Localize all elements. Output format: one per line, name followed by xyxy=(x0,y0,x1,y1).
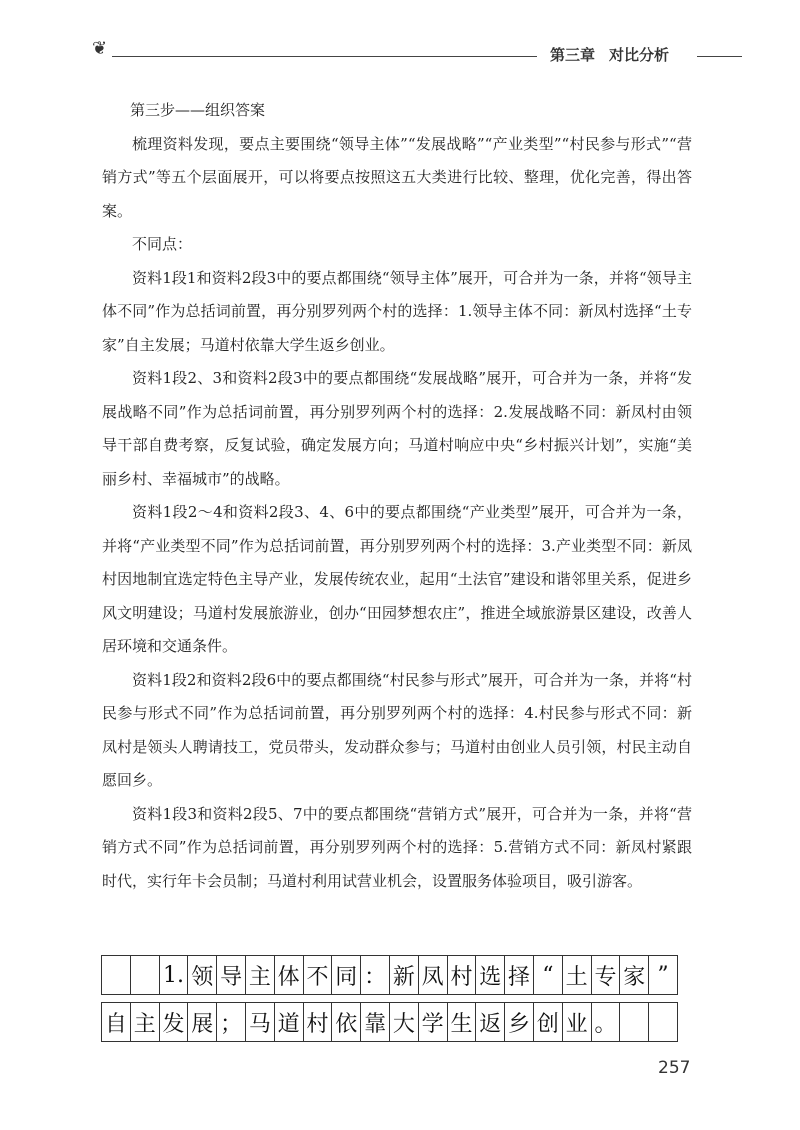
grid-cell: 不 xyxy=(303,955,333,995)
chapter-section: 对比分析 xyxy=(609,46,670,64)
grid-cell: 。 xyxy=(591,1002,621,1042)
paragraph-industry: 资料1段2～4和资料2段3、4、6中的要点都围绕“产业类型”展开，可合并为一条，并将“产业类型不同”作为总括词前置，再分别罗列两个村的选择：3.产业类型不同：新凤村因地制宜选定特色主导产业，发展传统农业，起用“土法官”建设和谐邻里关系，促进乡风文明建设；马道村发展旅游业，创办“田园梦想农庄”，推进全域旅游景区建设，改善人居环境和交通条件。 xyxy=(102,503,692,655)
grid-cell: 村 xyxy=(303,1002,333,1042)
grid-cell: 创 xyxy=(533,1002,563,1042)
grid-cell: 导 xyxy=(216,955,246,995)
grid-cell: 体 xyxy=(274,955,304,995)
grid-cell: 专 xyxy=(591,955,621,995)
paragraph-marketing: 资料1段3和资料2段5、7中的要点都围绕“营销方式”展开，可合并为一条，并将“营销方式不同”作为总括词前置，再分别罗列两个村的选择：5.营销方式不同：新凤村紧跟时代，实行年卡会员制；马道村利用试营业机会，设置服务体验项目，吸引游客。 xyxy=(102,804,692,890)
grid-cell: 道 xyxy=(274,1002,304,1042)
grid-cell: ” xyxy=(648,955,678,995)
grid-cell: 靠 xyxy=(360,1002,390,1042)
grid-cell: 乡 xyxy=(504,1002,534,1042)
header-rule-right xyxy=(697,56,742,57)
header-rule-left xyxy=(112,56,537,57)
paragraph-leadership: 资料1段1和资料2段3中的要点都围绕“领导主体”展开，可合并为一条，并将“领导主体不同”作为总括词前置，再分别罗列两个村的选择：1.领导主体不同：新凤村选择“土专家”自主发展；马道村依靠大学生返乡创业。 xyxy=(102,268,692,354)
grid-cell: 学 xyxy=(418,1002,448,1042)
grid-cell: 展 xyxy=(187,1002,217,1042)
grid-cell xyxy=(648,1002,678,1042)
grid-cell: 新 xyxy=(389,955,419,995)
chapter-number: 第三章 xyxy=(550,46,596,64)
grid-cell: “ xyxy=(533,955,563,995)
grid-cell: 大 xyxy=(389,1002,419,1042)
grid-cell: 自 xyxy=(101,1002,131,1042)
grid-cell: 返 xyxy=(475,1002,505,1042)
chapter-title xyxy=(550,44,669,65)
step-title: 第三步——组织答案 xyxy=(130,101,266,119)
answer-grid-row-2 xyxy=(102,1002,678,1042)
paragraph-intro: 梳理资料发现，要点主要围绕“领导主体”“发展战略”“产业类型”“村民参与形式”“营销方式”等五个层面展开，可以将要点按照这五大类进行比较、整理，优化完善，得出答案。 xyxy=(102,134,692,220)
page-number: 257 xyxy=(658,1058,691,1078)
grid-cell: 1. xyxy=(159,955,189,995)
paragraph-participation: 资料1段2和资料2段6中的要点都围绕“村民参与形式”展开，可合并为一条，并将“村民参与形式不同”作为总括词前置，再分别罗列两个村的选择：4.村民参与形式不同：新凤村是领头人聘请技工，党员带头，发动群众参与；马道村由创业人员引领，村民主动自愿回乡。 xyxy=(102,670,692,789)
sprout-icon: ❦ xyxy=(92,38,108,59)
answer-grid-row-1 xyxy=(102,955,678,995)
grid-cell: 土 xyxy=(562,955,592,995)
running-header xyxy=(92,38,742,68)
grid-cell: ： xyxy=(360,955,390,995)
paragraph-strategy: 资料1段2、3和资料2段3中的要点都围绕“发展战略”展开，可合并为一条，并将“发展战略不同”作为总括词前置，再分别罗列两个村的选择：2.发展战略不同：新凤村由领导干部自费考察，反复试验，确定发展方向；马道村响应中央“乡村振兴计划”，实施“美丽乡村、幸福城市”的战略。 xyxy=(102,369,692,488)
grid-cell: 依 xyxy=(331,1002,361,1042)
grid-cell xyxy=(619,1002,649,1042)
grid-cell: 凤 xyxy=(418,955,448,995)
grid-cell xyxy=(130,955,160,995)
grid-cell: 主 xyxy=(245,955,275,995)
grid-cell: 马 xyxy=(245,1002,275,1042)
grid-cell: 领 xyxy=(187,955,217,995)
grid-cell: ； xyxy=(216,1002,246,1042)
grid-cell: 同 xyxy=(331,955,361,995)
grid-cell: 选 xyxy=(475,955,505,995)
grid-cell: 主 xyxy=(130,1002,160,1042)
grid-cell: 业 xyxy=(562,1002,592,1042)
grid-cell: 村 xyxy=(447,955,477,995)
grid-cell: 择 xyxy=(504,955,534,995)
paragraph-differences-label: 不同点： xyxy=(132,235,193,253)
grid-cell xyxy=(101,955,131,995)
page-body xyxy=(102,94,692,898)
grid-cell: 发 xyxy=(159,1002,189,1042)
grid-cell: 家 xyxy=(619,955,649,995)
grid-cell: 生 xyxy=(447,1002,477,1042)
